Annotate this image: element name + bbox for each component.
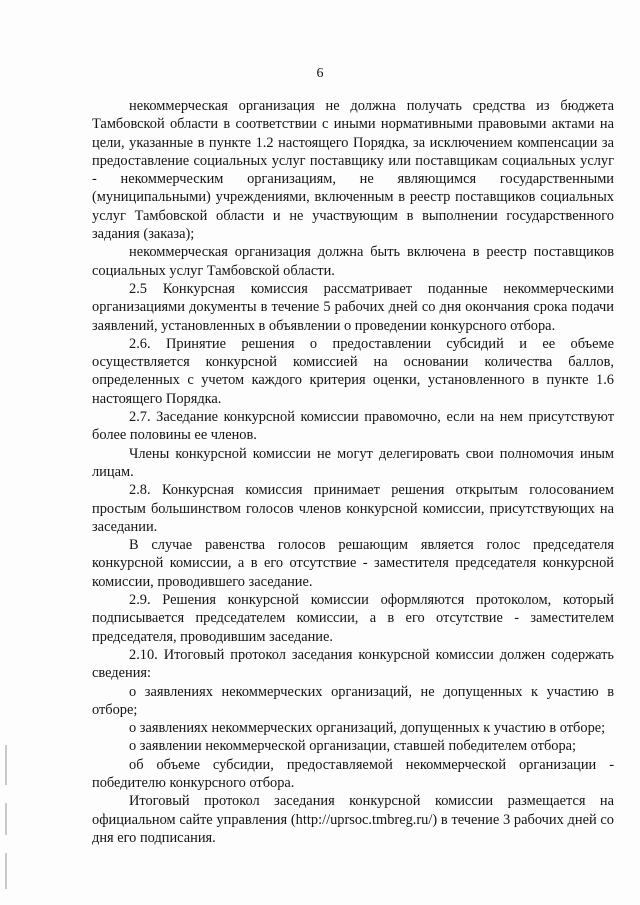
list-item-subsidy-amount: об объеме субсидии, предоставляемой некоммерческой организации - победителю конкурсного отбора. xyxy=(92,756,614,791)
paragraph-2-7: 2.7. Заседание конкурсной комиссии правомочно, если на нем присутствуют более половины ее членов. xyxy=(92,409,614,444)
page-number: 6 xyxy=(316,66,324,81)
paragraph-nko-registry: некоммерческая организация должна быть включена в реестр поставщиков социальных услуг Тамбовской области. xyxy=(92,244,614,279)
body-text xyxy=(92,97,614,847)
paragraph-2-6: 2.6. Принятие решения о предоставлении субсидий и ее объеме осуществляется конкурсной комиссией на основании количества баллов, определенных с учетом каждого критерия оценки, установленного в пункте 1.6 настоящего Порядка. xyxy=(92,335,614,407)
paragraph-members-delegation: Члены конкурсной комиссии не могут делегировать свои полномочия иным лицам. xyxy=(92,445,614,480)
paragraph-nko-budget-restriction: некоммерческая организация не должна получать средства из бюджета Тамбовской области в соответствии с иными нормативными правовыми актами на цели, указанные в пункте 1.2 настоящего Порядка, за исключением компенсации за предоставление социальных услуг поставщику или поставщикам социальных услуг - некоммерческим организациям, не являющимся государственными (муниципальными) учреждениями, включенным в реестр поставщиков социальных услуг Тамбовской области и не участвующим в выполнении государственного задания (заказа); xyxy=(92,98,614,243)
list-item-winner: о заявлении некоммерческой организации, ставшей победителем отбора; xyxy=(129,738,577,755)
paragraph-2-10: 2.10. Итоговый протокол заседания конкурсной комиссии должен содержать сведения: xyxy=(92,646,614,682)
paragraph-2-5: 2.5 Конкурсная комиссия рассматривает поданные некоммерческими организациями документы в течение 5 рабочих дней со дня окончания срока подачи заявлений, установленных в объявлении о проведении конкурсного отбора. xyxy=(92,280,614,334)
paragraph-protocol-publication: Итоговый протокол заседания конкурсной комиссии размещается на официальном сайте управления (http://uprsoc.tmbreg.ru/) в течение 3 рабочих дней со дня его подписания. xyxy=(92,793,614,846)
paragraph-2-9: 2.9. Решения конкурсной комиссии оформляются протоколом, который подписывается председателем комиссии, а в его отсутствие - заместителем председателя, проводившим заседание. xyxy=(92,592,614,645)
margin-scan-marks xyxy=(5,745,11,895)
list-item-admitted: о заявлениях некоммерческих организаций, допущенных к участию в отборе; xyxy=(129,720,606,737)
paragraph-2-8: 2.8. Конкурсная комиссия принимает решения открытым голосованием простым большинством голосов членов конкурсной комиссии, присутствующих на заседании. xyxy=(92,482,614,535)
list-item-not-admitted: о заявлениях некоммерческих организаций, не допущенных к участию в отборе; xyxy=(92,683,614,718)
paragraph-tie-vote: В случае равенства голосов решающим является голос председателя конкурсной комиссии, а в его отсутствие - заместителя председателя конкурсной комиссии, проводившего заседание. xyxy=(92,537,614,590)
